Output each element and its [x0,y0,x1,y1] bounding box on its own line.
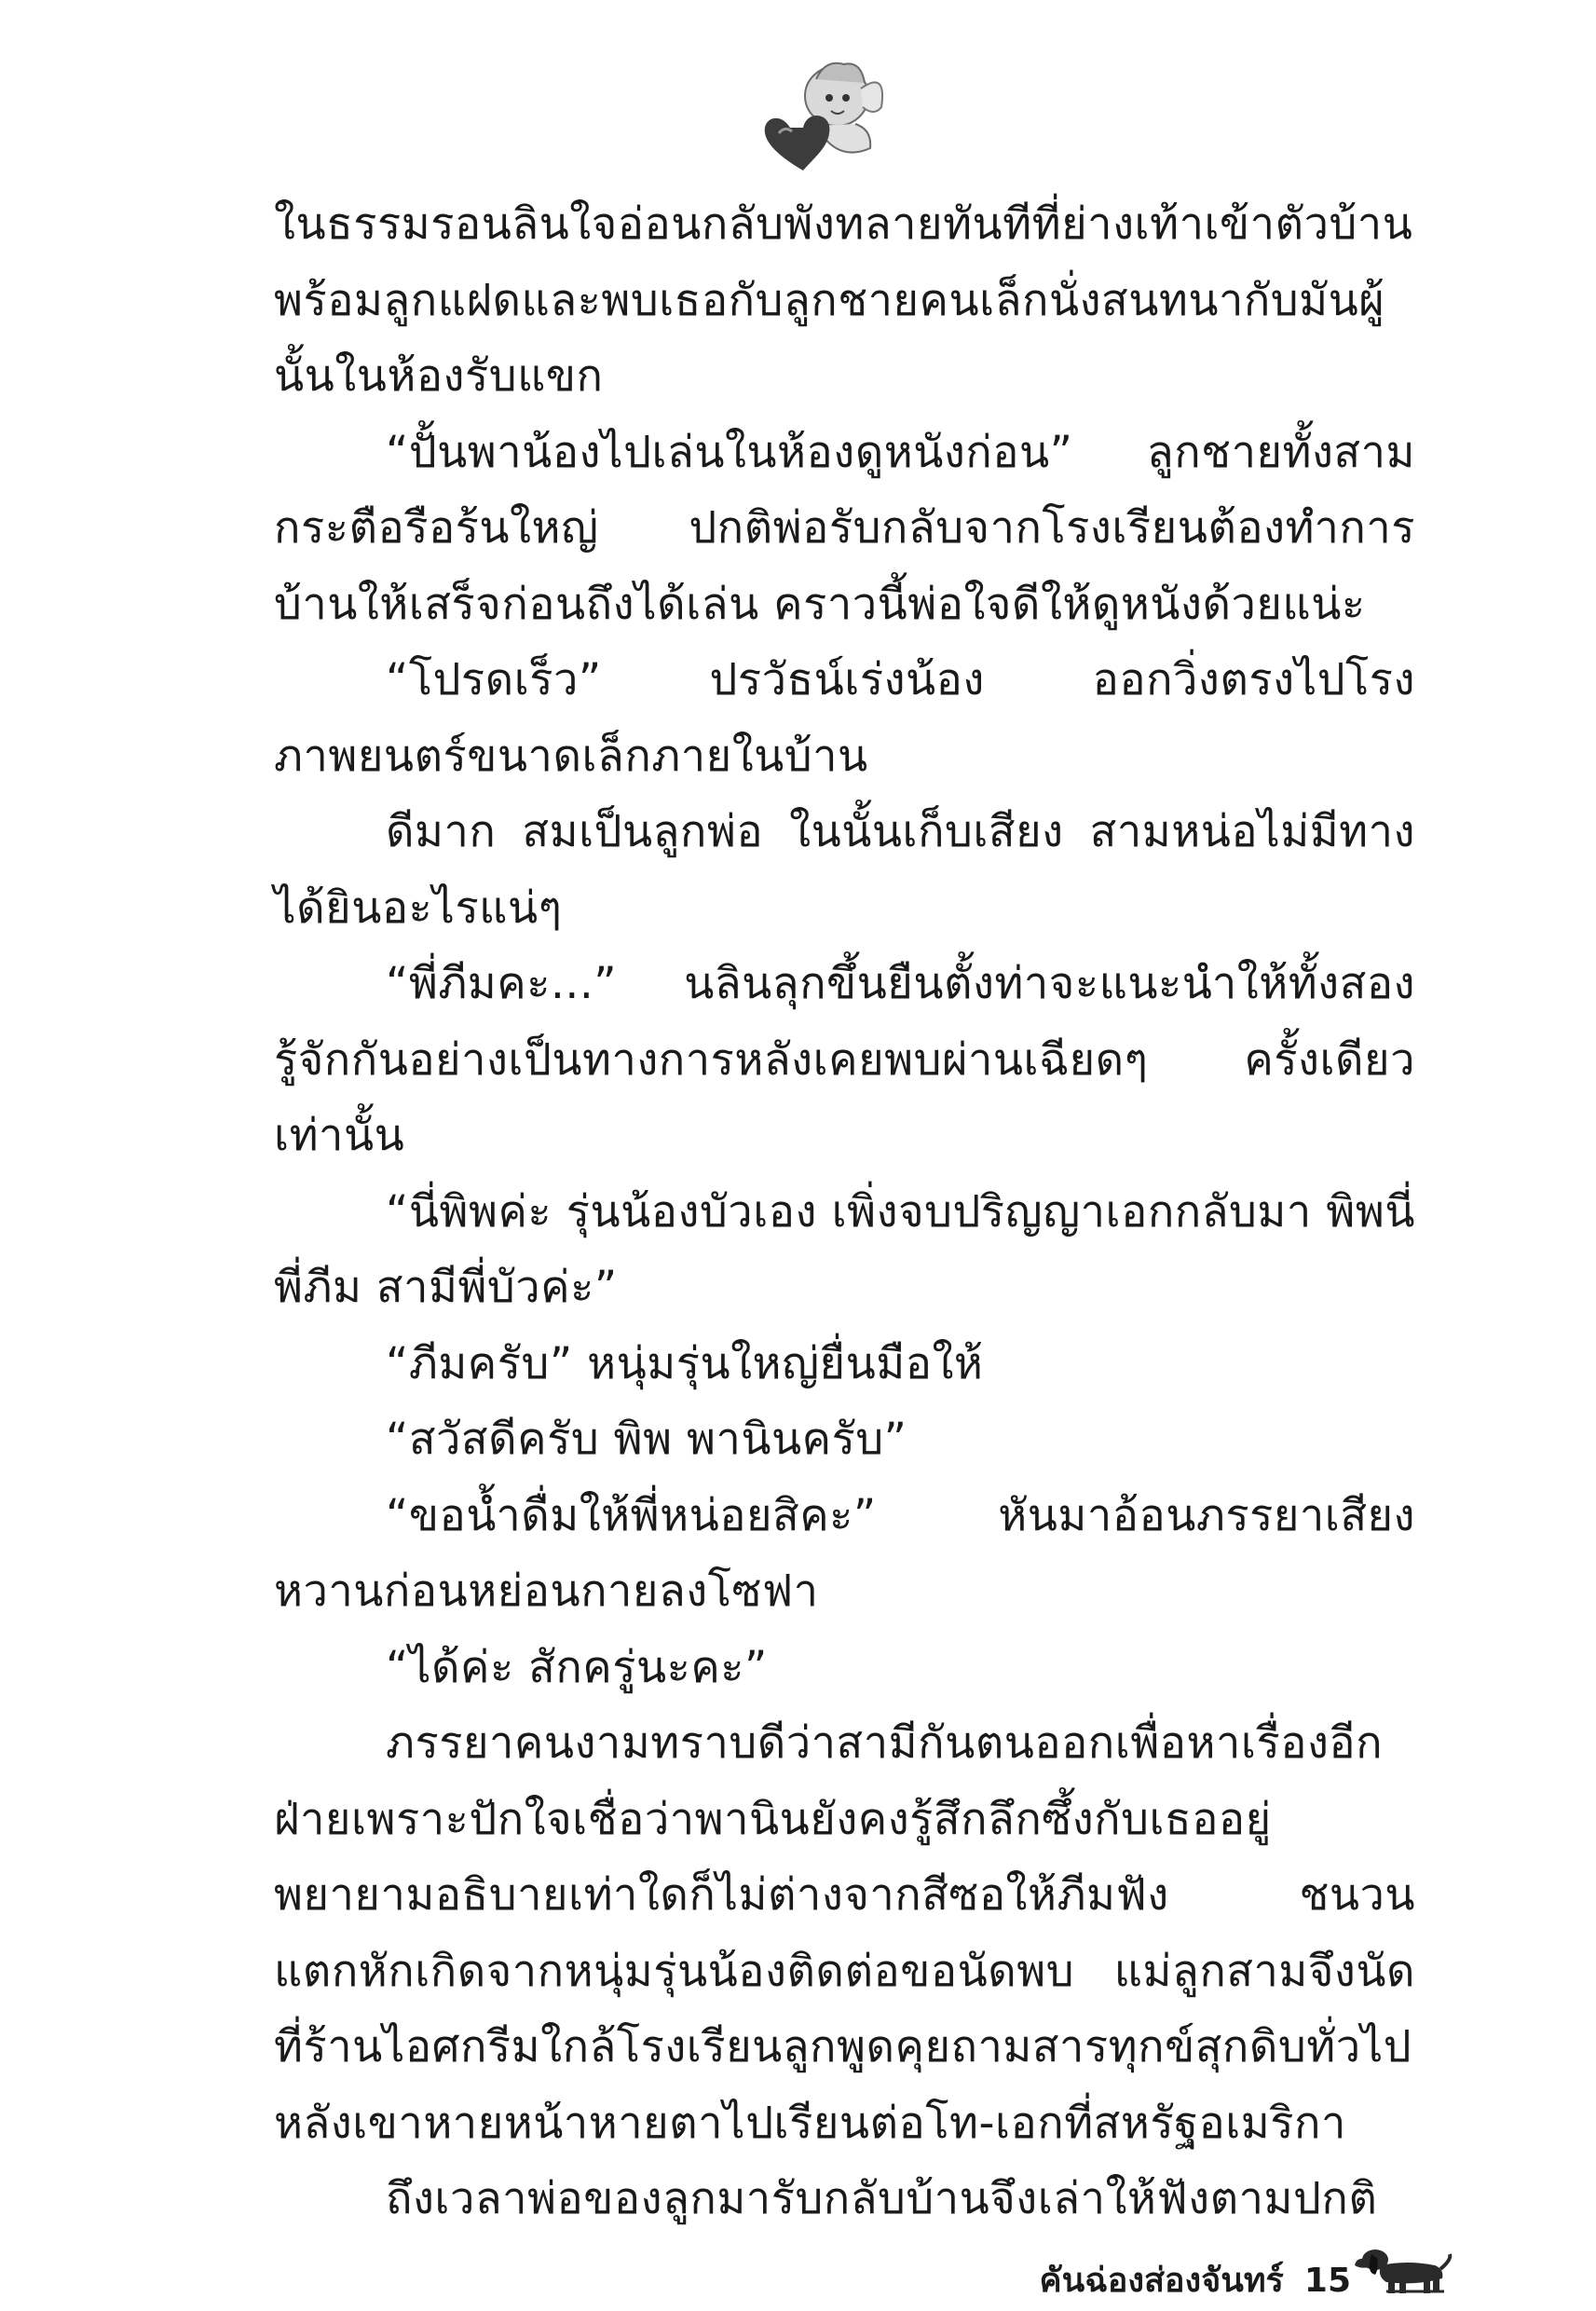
paragraph: “สวัสดีครับ พิพ พานินครับ” [386,1414,907,1465]
paragraph: ดีมาก สมเป็นลูกพ่อ ในนั้นเก็บเสียง สามหน่อไม่มีทางได้ยินอะไรแน่ๆ [274,806,1415,934]
paragraph: “โปรดเร็ว” ปรวัธน์เร่งน้อง ออกวิ่งตรงไปโรงภาพยนตร์ขนาดเล็กภายในบ้าน [274,654,1415,782]
body-text [274,186,1415,2237]
paragraph: ถึงเวลาพ่อของลูกมารับกลับบ้านจึงเล่าให้ฟังตามปกติ [386,2173,1378,2224]
paragraph: “ขอน้ำดื่มให้พี่หน่อยสิคะ” หันมาอ้อนภรรยาเสียงหวานก่อนหย่อนกายลงโซฟา [274,1489,1415,1617]
page-footer [941,2253,1351,2309]
paragraph: ภรรยาคนงามทราบดีว่าสามีกันตนออกเพื่อหาเรื่องอีกฝ่ายเพราะปักใจเชื่อว่าพานินยังคงรู้สึกลึกซึ้งกับเธออยู่ พยายามอธิบายเท่าใดก็ไม่ต่างจากสีซอให้ภีมฟัง ชนวนแตกหักเกิดจากหนุ่มรุ่นน้องติดต่อขอนัดพบ แม่ลูกสามจึงนัดที่ร้านไอศกรีมใกล้โรงเรียนลูกพูดคุยถามสารทุกข์สุกดิบทั่วไปหลังเขาหายหน้าหายตาไปเรียนต่อโท-เอกที่สหรัฐอเมริกา [274,1717,1415,2149]
cherub-with-heart-icon [751,51,891,182]
paragraph: ในธรรมรอนลินใจอ่อนกลับพังทลายทันทีที่ย่างเท้าเข้าตัวบ้านพร้อมลูกแฝดและพบเธอกับลูกชายคนเล็กนั่งสนทนากับมันผู้นั้นในห้องรับแขก [274,198,1413,402]
paragraph: “ภีมครับ” หนุ่มรุ่นใหญ่ยื่นมือให้ [386,1337,984,1389]
paragraph: “ได้ค่ะ สักครู่นะคะ” [386,1641,768,1693]
page-number: 15 [1303,2262,1351,2300]
book-title: คันฉ่องส่องจันทร์ [1039,2262,1284,2300]
dachshund-dog-icon [1351,2232,1453,2306]
paragraph: “นี่พิพค่ะ รุ่นน้องบัวเอง เพิ่งจบปริญญาเอกกลับมา พิพนี่พี่ภีม สามีพี่บัวค่ะ” [274,1185,1415,1313]
paragraph: “ปั้นพาน้องไปเล่นในห้องดูหนังก่อน” ลูกชายทั้งสามกระตือรือร้นใหญ่ ปกติพ่อรับกลับจากโรงเรียนต้องทำการบ้านให้เสร็จก่อนถึงได้เล่น คราวนี้พ่อใจดีให้ดูหนังด้วยแน่ะ [274,426,1415,630]
paragraph: “พี่ภีมคะ...” นลินลุกขึ้นยืนตั้งท่าจะแนะนำให้ทั้งสองรู้จักกันอย่างเป็นทางการหลังเคยพบผ่านเฉียดๆ ครั้งเดียวเท่านั้น [274,958,1415,1161]
